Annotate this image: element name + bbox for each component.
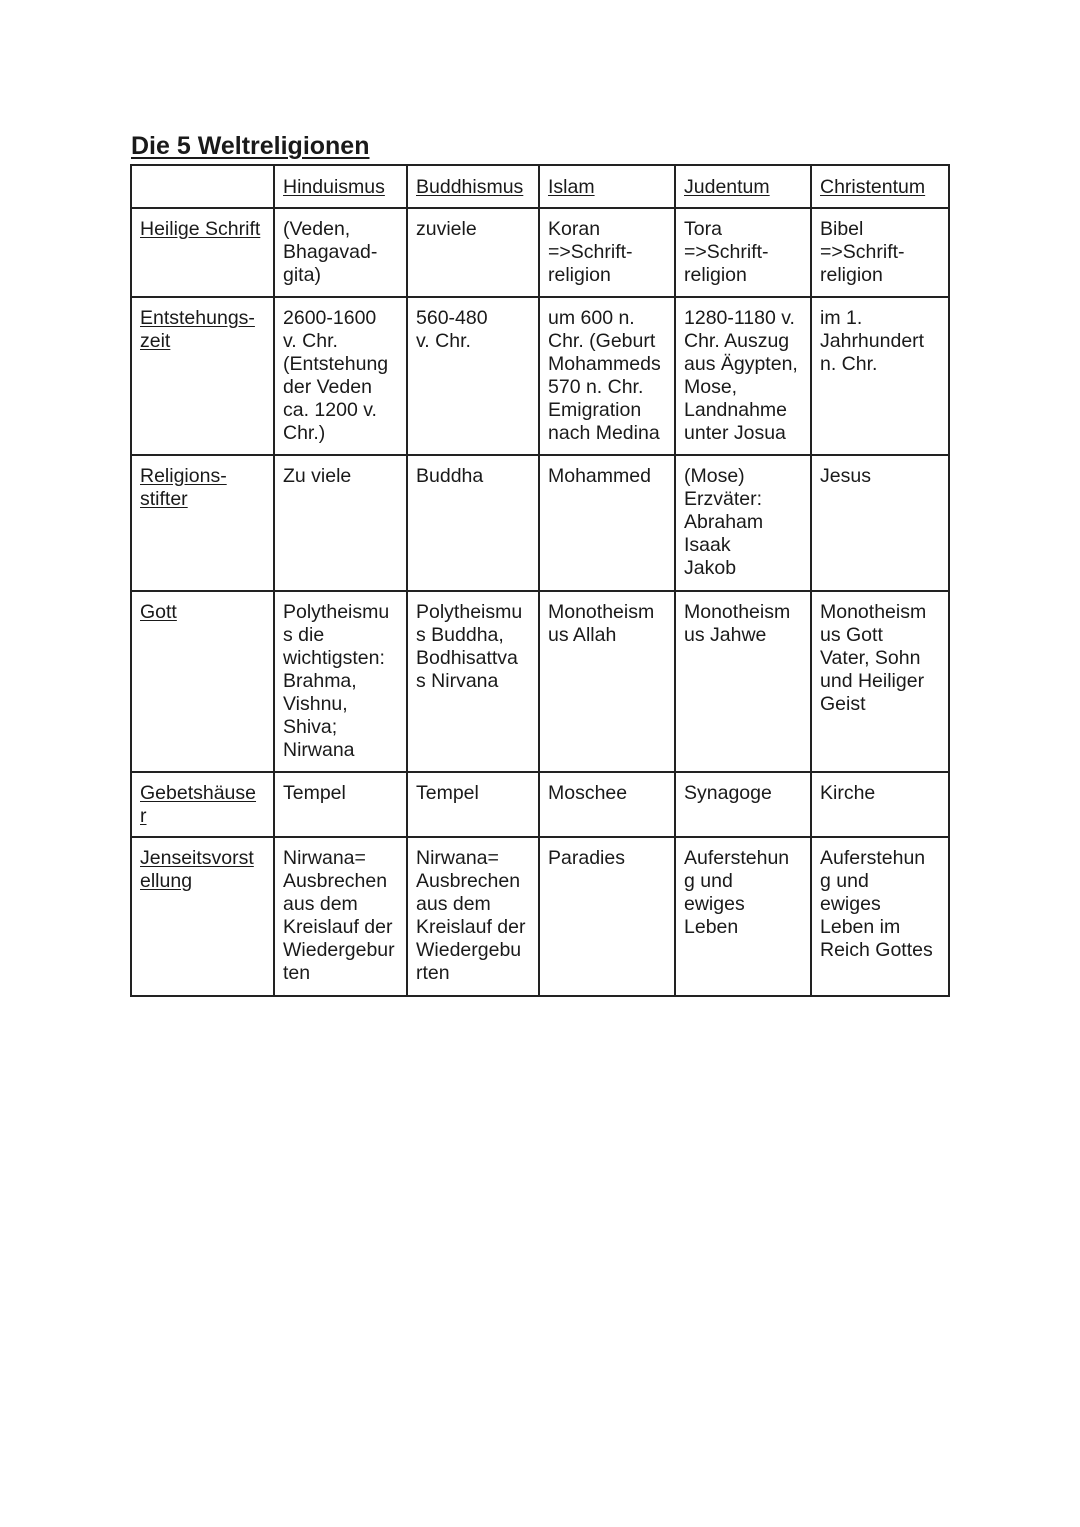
table-row [131,208,949,297]
table-cell: Polytheismu s die wichtigsten: Brahma, Vishnu, Shiva; Nirwana [274,591,407,772]
table-cell: Jesus [811,455,949,591]
table-cell: Monotheism us Gott Vater, Sohn und Heiliger Geist [811,591,949,772]
table-cell: im 1. Jahrhundert n. Chr. [811,297,949,455]
table-cell: Moschee [539,772,675,837]
table-row [131,772,949,837]
table-cell: Monotheism us Jahwe [675,591,811,772]
header-cell-buddhismus: Buddhismus [407,165,539,208]
row-label: Gott [131,591,274,772]
row-label: Heilige Schrift [131,208,274,297]
table-row [131,297,949,455]
table-cell: Buddha [407,455,539,591]
table-header-row [131,165,949,208]
table-cell: 1280-1180 v. Chr. Auszug aus Ägypten, Mose, Landnahme unter Josua [675,297,811,455]
religions-table [130,164,950,997]
row-label: Gebetshäuse r [131,772,274,837]
header-cell-empty [131,165,274,208]
header-cell-hinduismus: Hinduismus [274,165,407,208]
header-cell-christentum: Christentum [811,165,949,208]
table-cell: Zu viele [274,455,407,591]
table-cell: Koran =>Schrift- religion [539,208,675,297]
table-cell: um 600 n. Chr. (Geburt Mohammeds 570 n. Chr. Emigration nach Medina [539,297,675,455]
table-cell: Auferstehun g und ewiges Leben im Reich Gottes [811,837,949,996]
table-cell: Nirwana= Ausbrechen aus dem Kreislauf der Wiedergebur ten [274,837,407,996]
table-cell: Tora =>Schrift- religion [675,208,811,297]
table-cell: 560-480 v. Chr. [407,297,539,455]
table-row [131,591,949,772]
table-cell: zuviele [407,208,539,297]
table-cell: Tempel [407,772,539,837]
table-cell: Nirwana= Ausbrechen aus dem Kreislauf der Wiedergebu rten [407,837,539,996]
row-label: Jenseitsvorst ellung [131,837,274,996]
table-cell: Bibel =>Schrift- religion [811,208,949,297]
table-cell: (Veden, Bhagavad- gita) [274,208,407,297]
table-cell: (Mose) Erzväter: Abraham Isaak Jakob [675,455,811,591]
table-cell: Polytheismu s Buddha, Bodhisattva s Nirvana [407,591,539,772]
table-cell: Mohammed [539,455,675,591]
table-cell: Kirche [811,772,949,837]
table-cell: Tempel [274,772,407,837]
table-cell: Monotheism us Allah [539,591,675,772]
table-row [131,455,949,591]
table-cell: 2600-1600 v. Chr. (Entstehung der Veden ca. 1200 v. Chr.) [274,297,407,455]
table-cell: Auferstehun g und ewiges Leben [675,837,811,996]
row-label: Religions- stifter [131,455,274,591]
row-label: Entstehungs- zeit [131,297,274,455]
header-cell-islam: Islam [539,165,675,208]
table-cell: Synagoge [675,772,811,837]
table-row [131,837,949,996]
page-title: Die 5 Weltreligionen [131,132,370,160]
table-cell: Paradies [539,837,675,996]
header-cell-judentum: Judentum [675,165,811,208]
